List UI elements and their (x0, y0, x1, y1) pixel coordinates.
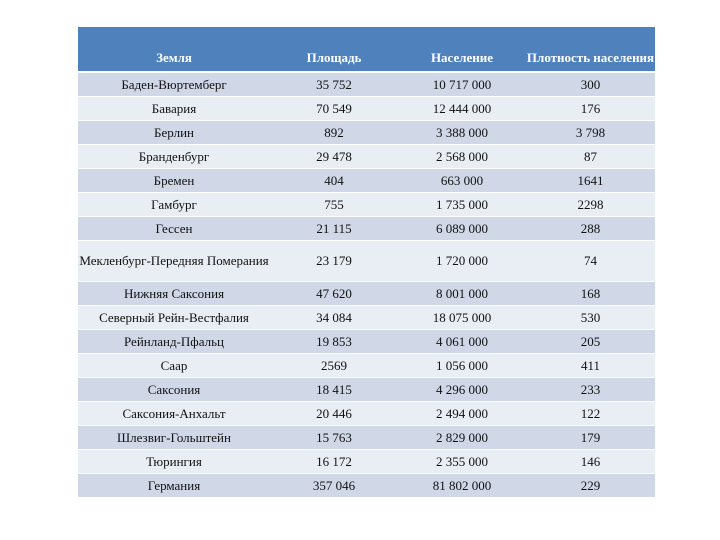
cell-density: 300 (526, 72, 655, 97)
table-row (78, 72, 655, 97)
cell-land: Саксония (78, 378, 270, 402)
cell-land: Гамбург (78, 193, 270, 217)
table-row (78, 426, 655, 450)
cell-area: 35 752 (270, 72, 398, 97)
cell-population: 2 568 000 (398, 145, 526, 169)
table-row (78, 241, 655, 282)
table-row (78, 306, 655, 330)
cell-density: 146 (526, 450, 655, 474)
cell-population: 1 735 000 (398, 193, 526, 217)
cell-population: 18 075 000 (398, 306, 526, 330)
cell-area: 70 549 (270, 97, 398, 121)
cell-area: 404 (270, 169, 398, 193)
cell-land: Нижняя Саксония (78, 282, 270, 306)
table-row (78, 145, 655, 169)
cell-density: 176 (526, 97, 655, 121)
table-row (78, 217, 655, 241)
cell-area: 892 (270, 121, 398, 145)
cell-population: 12 444 000 (398, 97, 526, 121)
header-row (78, 27, 655, 72)
cell-population: 1 720 000 (398, 241, 526, 282)
cell-density: 122 (526, 402, 655, 426)
cell-land: Баден-Вюртемберг (78, 72, 270, 97)
header-area: Площадь (270, 27, 398, 72)
cell-area: 18 415 (270, 378, 398, 402)
cell-land: Рейнланд-Пфальц (78, 330, 270, 354)
cell-land: Бремен (78, 169, 270, 193)
cell-population: 3 388 000 (398, 121, 526, 145)
cell-land: Гессен (78, 217, 270, 241)
header-population: Население (398, 27, 526, 72)
cell-density: 229 (526, 474, 655, 498)
table-row (78, 97, 655, 121)
cell-density: 2298 (526, 193, 655, 217)
cell-land: Шлезвиг-Гольштейн (78, 426, 270, 450)
cell-density: 205 (526, 330, 655, 354)
cell-density: 179 (526, 426, 655, 450)
cell-density: 87 (526, 145, 655, 169)
cell-area: 2569 (270, 354, 398, 378)
cell-density: 233 (526, 378, 655, 402)
cell-area: 23 179 (270, 241, 398, 282)
cell-population: 2 494 000 (398, 402, 526, 426)
cell-area: 357 046 (270, 474, 398, 498)
cell-density: 1641 (526, 169, 655, 193)
header-land: Земля (78, 27, 270, 72)
cell-area: 16 172 (270, 450, 398, 474)
cell-land: Саксония-Анхальт (78, 402, 270, 426)
cell-area: 21 115 (270, 217, 398, 241)
cell-land: Берлин (78, 121, 270, 145)
cell-population: 663 000 (398, 169, 526, 193)
table-row (78, 169, 655, 193)
cell-land: Мекленбург-Передняя Померания (78, 241, 270, 282)
cell-density: 411 (526, 354, 655, 378)
cell-density: 3 798 (526, 121, 655, 145)
cell-area: 755 (270, 193, 398, 217)
cell-population: 4 296 000 (398, 378, 526, 402)
cell-area: 47 620 (270, 282, 398, 306)
cell-density: 288 (526, 217, 655, 241)
cell-density: 530 (526, 306, 655, 330)
cell-population: 8 001 000 (398, 282, 526, 306)
table-row (78, 282, 655, 306)
table-row (78, 193, 655, 217)
table-row (78, 354, 655, 378)
table-row (78, 330, 655, 354)
cell-population: 6 089 000 (398, 217, 526, 241)
cell-population: 81 802 000 (398, 474, 526, 498)
table-row (78, 474, 655, 498)
table-body (78, 72, 655, 498)
cell-population: 2 829 000 (398, 426, 526, 450)
table-row (78, 402, 655, 426)
cell-area: 29 478 (270, 145, 398, 169)
cell-density: 168 (526, 282, 655, 306)
cell-population: 2 355 000 (398, 450, 526, 474)
header-density: Плотность населения (526, 27, 655, 72)
cell-land: Северный Рейн-Вестфалия (78, 306, 270, 330)
cell-area: 34 084 (270, 306, 398, 330)
table-row (78, 450, 655, 474)
table-row (78, 121, 655, 145)
cell-land: Бранденбург (78, 145, 270, 169)
cell-land: Германия (78, 474, 270, 498)
cell-population: 10 717 000 (398, 72, 526, 97)
cell-population: 4 061 000 (398, 330, 526, 354)
cell-area: 19 853 (270, 330, 398, 354)
cell-land: Саар (78, 354, 270, 378)
cell-area: 15 763 (270, 426, 398, 450)
cell-area: 20 446 (270, 402, 398, 426)
cell-land: Тюрингия (78, 450, 270, 474)
cell-density: 74 (526, 241, 655, 282)
cell-land: Бавария (78, 97, 270, 121)
cell-population: 1 056 000 (398, 354, 526, 378)
table-row (78, 378, 655, 402)
germany-states-table (78, 27, 655, 498)
